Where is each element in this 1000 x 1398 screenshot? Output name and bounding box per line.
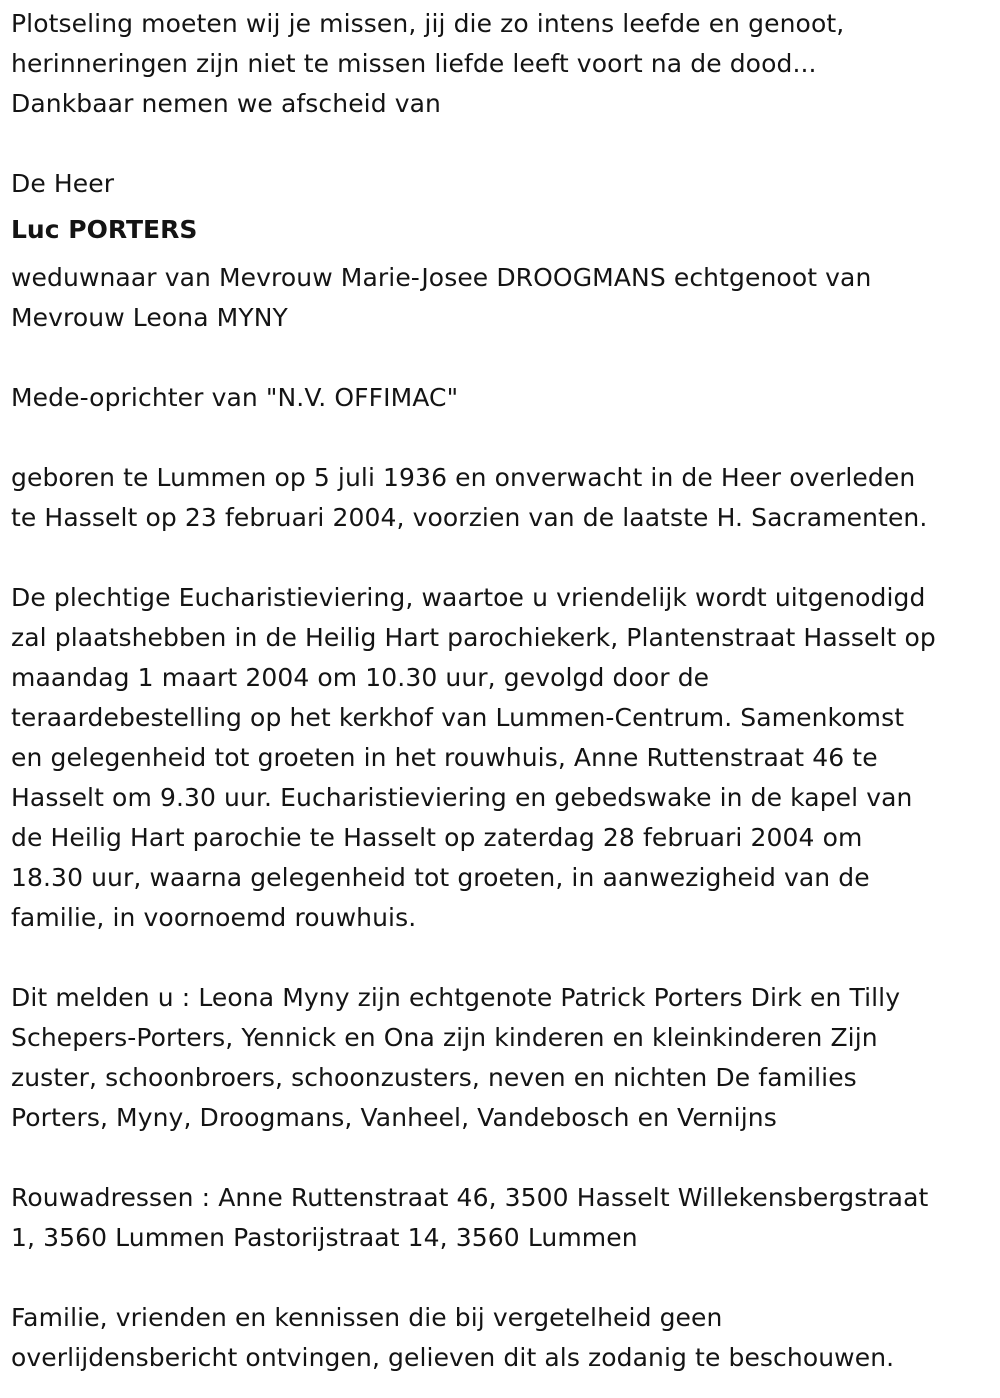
deceased-name: Luc PORTERS <box>11 215 198 244</box>
addresses-paragraph <box>11 1178 990 1258</box>
service-line: maandag 1 maart 2004 om 10.30 uur, gevolgd door de <box>11 663 710 692</box>
birth-line: te Hasselt op 23 februari 2004, voorzien van de laatste H. Sacramenten. <box>11 503 928 532</box>
service-line: Hasselt om 9.30 uur. Eucharistieviering en gebedswake in de kapel van <box>11 783 913 812</box>
spacer <box>11 338 990 378</box>
spouse-line: weduwnaar van Mevrouw Marie-Josee DROOGMANS echtgenoot van <box>11 263 872 292</box>
role-paragraph: Mede-oprichter van "N.V. OFFIMAC" <box>11 383 459 412</box>
honorific: De Heer <box>11 169 115 198</box>
closing-paragraph <box>11 1298 990 1378</box>
service-line: en gelegenheid tot groeten in het rouwhuis, Anne Ruttenstraat 46 te <box>11 743 878 772</box>
family-line: Schepers-Porters, Yennick en Ona zijn kinderen en kleinkinderen Zijn <box>11 1023 878 1052</box>
family-paragraph <box>11 978 990 1138</box>
spacer <box>11 1138 990 1178</box>
address-line: Rouwadressen : Anne Ruttenstraat 46, 3500 Hasselt Willekensbergstraat <box>11 1183 929 1212</box>
intro-line: herinneringen zijn niet te missen liefde leeft voort na de dood... <box>11 49 817 78</box>
service-line: De plechtige Eucharistieviering, waartoe u vriendelijk wordt uitgenodigd <box>11 583 926 612</box>
family-line: zuster, schoonbroers, schoonzusters, neven en nichten De families <box>11 1063 857 1092</box>
service-line: 18.30 uur, waarna gelegenheid tot groeten, in aanwezigheid van de <box>11 863 870 892</box>
family-line: Dit melden u : Leona Myny zijn echtgenote Patrick Porters Dirk en Tilly <box>11 983 901 1012</box>
family-line: Porters, Myny, Droogmans, Vanheel, Vandebosch en Vernijns <box>11 1103 777 1132</box>
service-paragraph <box>11 578 990 938</box>
service-line: de Heilig Hart parochie te Hasselt op zaterdag 28 februari 2004 om <box>11 823 863 852</box>
intro-line: Plotseling moeten wij je missen, jij die zo intens leefde en genoot, <box>11 9 845 38</box>
service-line: familie, in voornoemd rouwhuis. <box>11 903 417 932</box>
spacer <box>11 418 990 458</box>
spouse-line: Mevrouw Leona MYNY <box>11 303 288 332</box>
spouse-paragraph <box>11 258 990 338</box>
spacer <box>11 1258 990 1298</box>
closing-line: overlijdensbericht ontvingen, gelieven dit als zodanig te beschouwen. <box>11 1343 895 1372</box>
address-line: 1, 3560 Lummen Pastorijstraat 14, 3560 Lummen <box>11 1223 638 1252</box>
spacer <box>11 938 990 978</box>
birth-line: geboren te Lummen op 5 juli 1936 en onverwacht in de Heer overleden <box>11 463 916 492</box>
service-line: zal plaatshebben in de Heilig Hart parochiekerk, Plantenstraat Hasselt op <box>11 623 936 652</box>
intro-paragraph <box>11 4 990 124</box>
spacer <box>11 124 990 164</box>
spacer <box>11 538 990 578</box>
birth-paragraph <box>11 458 990 538</box>
intro-line: Dankbaar nemen we afscheid van <box>11 89 441 118</box>
service-line: teraardebestelling op het kerkhof van Lummen-Centrum. Samenkomst <box>11 703 905 732</box>
closing-line: Familie, vrienden en kennissen die bij vergetelheid geen <box>11 1303 723 1332</box>
